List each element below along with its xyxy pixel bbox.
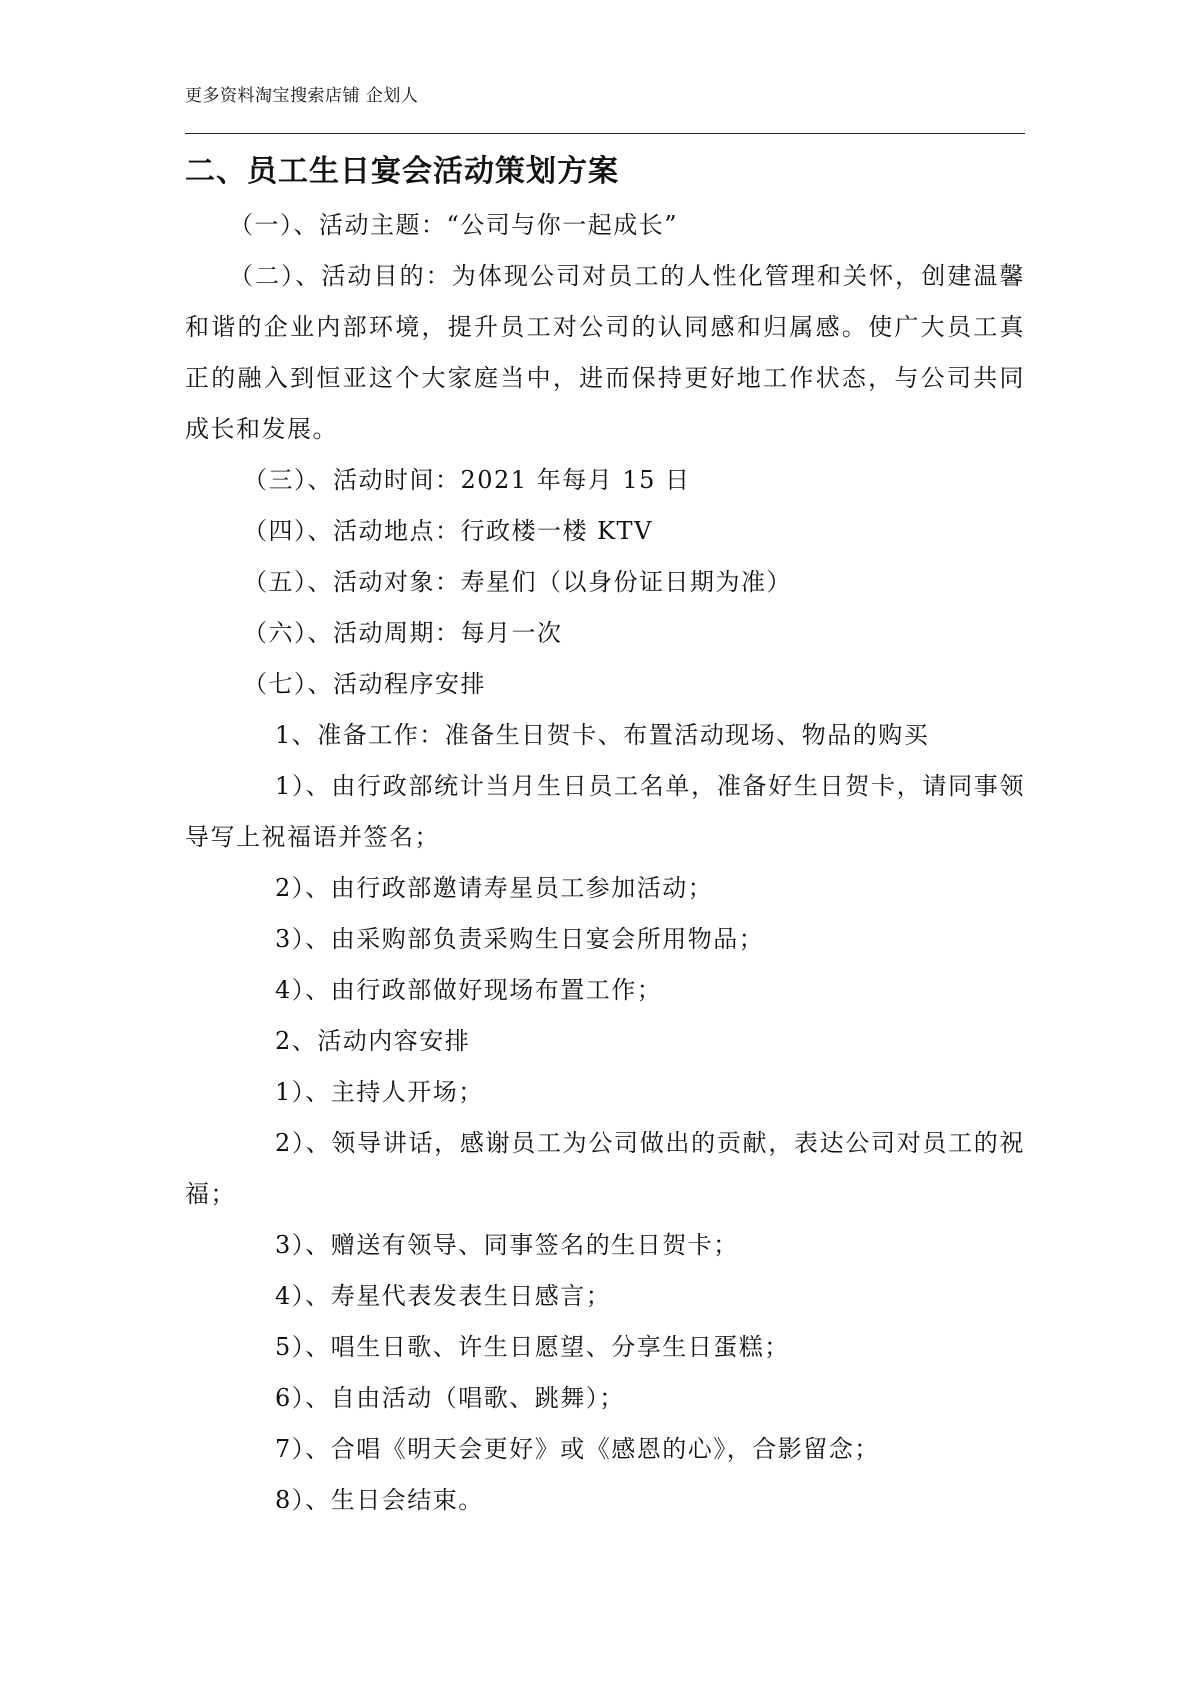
activity-location: （四）、活动地点：行政楼一楼 KTV (243, 517, 653, 545)
preparation-heading: 1、准备工作：准备生日贺卡、布置活动现场、物品的购买 (275, 721, 930, 749)
content-item: 4）、寿星代表发表生日感言； (275, 1282, 612, 1310)
section-title: 二、员工生日宴会活动策划方案 (185, 154, 619, 189)
preparation-item: 2）、由行政部邀请寿星员工参加活动； (275, 874, 714, 902)
preparation-item: 4）、由行政部做好现场布置工作； (275, 976, 663, 1004)
document-body (185, 148, 1025, 1526)
content-item: 7）、合唱《明天会更好》或《感恩的心》，合影留念； (275, 1435, 880, 1463)
content-item: 8）、生日会结束。 (275, 1486, 484, 1514)
activity-target: （五）、活动对象：寿星们（以身份证日期为准） (243, 568, 792, 596)
content-heading: 2、活动内容安排 (275, 1027, 471, 1055)
page-header: 更多资料淘宝搜索店铺 企划人 (185, 86, 419, 106)
preparation-item: 3）、由采购部负责采购生日宴会所用物品； (275, 925, 765, 953)
content-item: 3）、赠送有领导、同事签名的生日贺卡； (275, 1231, 739, 1259)
content-item: 5）、唱生日歌、许生日愿望、分享生日蛋糕； (275, 1333, 790, 1361)
activity-cycle: （六）、活动周期：每月一次 (243, 619, 563, 647)
activity-theme: （一）、活动主题：“公司与你一起成长” (229, 211, 679, 239)
preparation-item: 1）、由行政部统计当月生日员工名单，准备好生日贺卡，请同事领导写上祝福语并签名； (185, 772, 1025, 851)
content-item: 6）、自由活动（唱歌、跳舞）； (275, 1384, 625, 1412)
activity-schedule-heading: （七）、活动程序安排 (243, 670, 486, 698)
activity-time: （三）、活动时间：2021 年每月 15 日 (243, 466, 691, 494)
content-item: 1）、主持人开场； (275, 1078, 484, 1106)
activity-purpose: （二）、活动目的：为体现公司对员工的人性化管理和关怀，创建温馨和谐的企业内部环境，提升员工对公司的认同感和归属感。使广大员工真正的融入到恒亚这个大家庭当中，进而保持更好地工作状态，与公司共同成长和发展。 (185, 262, 1025, 443)
header-divider (185, 133, 1025, 134)
content-item: 2）、领导讲话，感谢员工为公司做出的贡献，表达公司对员工的祝福； (185, 1129, 1025, 1208)
